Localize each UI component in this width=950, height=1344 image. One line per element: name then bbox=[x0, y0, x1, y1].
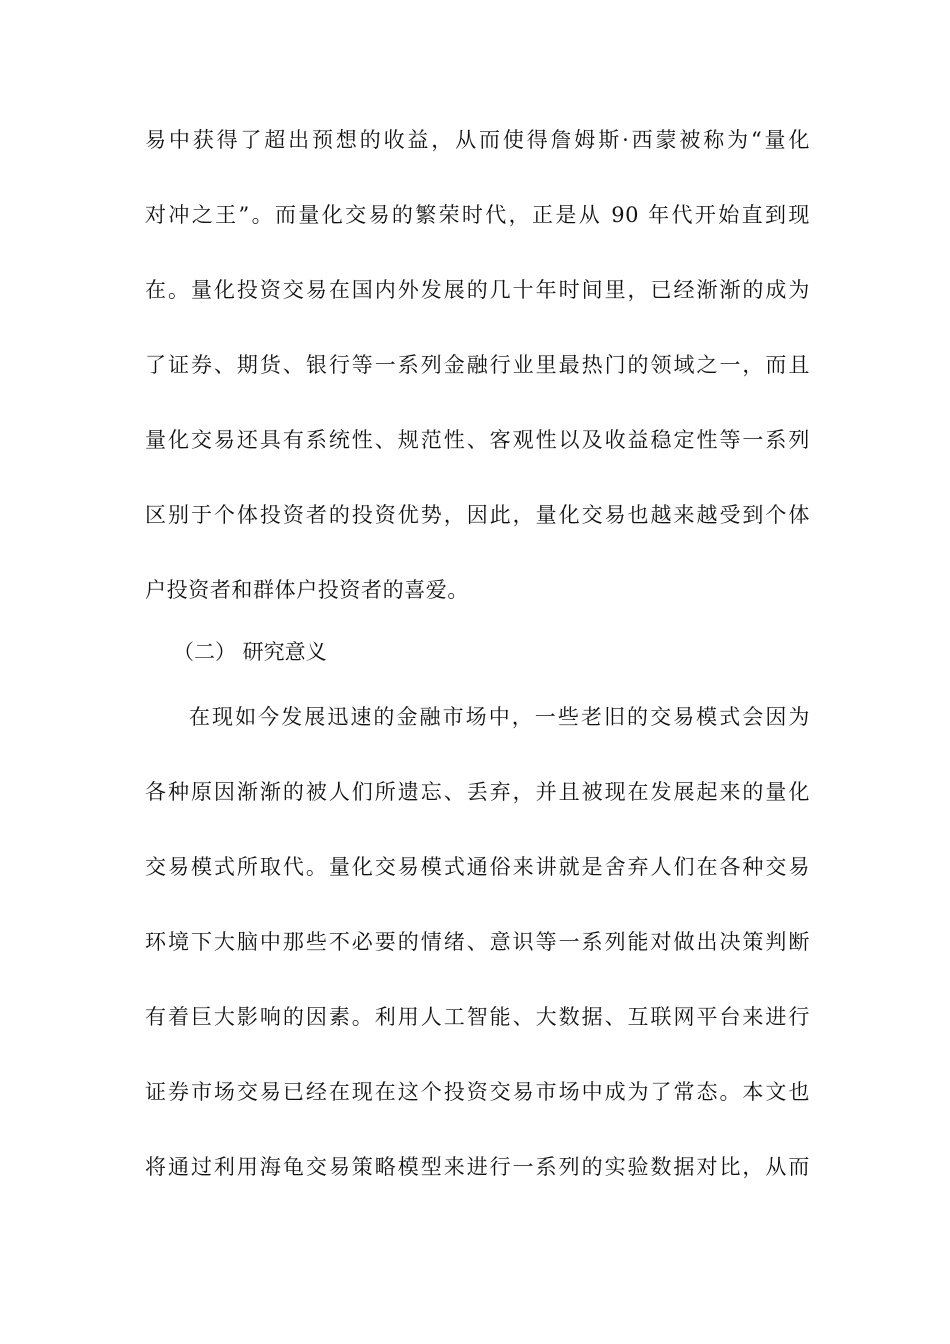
paragraph-line: 有着巨大影响的因素。利用人工智能、大数据、互联网平台来进行 bbox=[145, 1005, 810, 1029]
paragraph-continuation bbox=[145, 103, 810, 628]
paragraph-line: 易中获得了超出预想的收益，从而使得詹姆斯·西蒙被称为“量化 bbox=[145, 128, 810, 152]
paragraph-line: 对冲之王”。而量化交易的繁荣时代，正是从 90 年代开始直到现 bbox=[145, 203, 810, 227]
paragraph-line: 各种原因渐渐的被人们所遗忘、丢弃，并且被现在发展起来的量化 bbox=[145, 780, 810, 804]
paragraph-line: 了证券、期货、银行等一系列金融行业里最热门的领域之一，而且 bbox=[145, 353, 810, 377]
section-heading bbox=[145, 622, 810, 682]
paragraph-line: 将通过利用海龟交易策略模型来进行一系列的实验数据对比，从而 bbox=[145, 1155, 810, 1179]
paragraph-line: 环境下大脑中那些不必要的情绪、意识等一系列能对做出决策判断 bbox=[145, 930, 810, 954]
paragraph-line: 在。量化投资交易在国内外发展的几十年时间里，已经渐渐的成为 bbox=[145, 278, 810, 302]
paragraph-line: 交易模式所取代。量化交易模式通俗来讲就是舍弃人们在各种交易 bbox=[145, 855, 810, 879]
paragraph-line: 量化交易还具有系统性、规范性、客观性以及收益稳定性等一系列 bbox=[145, 428, 810, 452]
paragraph-line: 证券市场交易已经在现在这个投资交易市场中成为了常态。本文也 bbox=[145, 1080, 810, 1104]
paragraph-line: 户投资者和群体户投资者的喜爱。 bbox=[145, 578, 469, 602]
paragraph-line: 区别于个体投资者的投资优势，因此，量化交易也越来越受到个体 bbox=[145, 503, 810, 527]
section-heading-text: （二） 研究意义 bbox=[173, 640, 327, 664]
paragraph-line: 在现如今发展迅速的金融市场中，一些老旧的交易模式会因为 bbox=[189, 705, 810, 729]
paragraph-research-significance bbox=[145, 680, 810, 1205]
